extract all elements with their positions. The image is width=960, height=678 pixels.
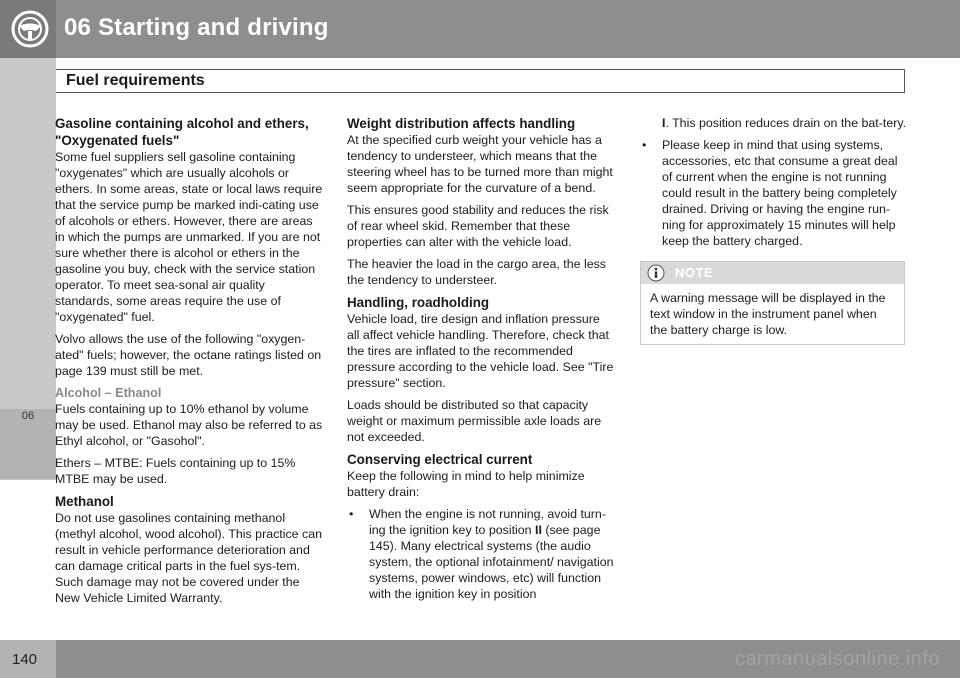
bullet-icon: • [642, 138, 647, 152]
column-3 [640, 115, 908, 345]
note-text: A warning message will be displayed in the text window in the instrument panel when the battery charge is low. [650, 291, 886, 337]
bullet-text: . This position reduces drain on the bat-tery. [665, 116, 907, 130]
bullet-list [640, 137, 908, 249]
paragraph: Loads should be distributed so that capacity weight or maximum permissible axle loads are not exceeded. [347, 398, 602, 444]
paragraph: The heavier the load in the cargo area, the less the tendency to understeer. [347, 257, 606, 287]
section-title: Fuel requirements [66, 72, 205, 89]
steering-wheel-icon [10, 9, 50, 49]
bullet-text: When the engine is not running, avoid turn-ing the ignition key to position [369, 507, 606, 537]
note-header [641, 262, 904, 284]
heading-conserving-current: Conserving electrical current [347, 452, 533, 467]
bullet-text: Please keep in mind that using systems, accessories, etc that consume a great deal of current when the engine is not running could result in the battery being completely drained. Driving or having the engine run-ning for approximately 15 minutes will help keep the battery charged. [662, 138, 898, 248]
paragraph: Keep the following in mind to help minimize battery drain: [347, 469, 585, 499]
heading-handling-roadholding: Handling, roadholding [347, 295, 490, 310]
paragraph: Volvo allows the use of the following "oxygen-ated" fuels; however, the octane ratings listed on page 139 must still be met. [55, 332, 322, 378]
heading-oxygenated-fuels: Gasoline containing alcohol and ethers, "Oxygenated fuels" [55, 116, 309, 148]
watermark: carmanualsonline.info [734, 648, 940, 670]
column-1 [55, 115, 323, 612]
bullet-text: (see page 145). Many electrical systems (the audio system, the optional infotainment/ navigation systems, power windows, etc) will function with the ignition key in position [369, 523, 614, 601]
note-label: NOTE [675, 265, 714, 280]
subheading-alcohol-ethanol: Alcohol – Ethanol [55, 386, 162, 400]
paragraph: Some fuel suppliers sell gasoline containing "oxygenates" which are usually alcohols or ethers. In some areas, state or local laws require that the service pump be marked indi-cating use of alcohols or ethers. However, there are areas in which the pumps are unmarked. If you are not sure whether there is alcohol or ethers in the gasoline you buy, check with the service station operator. To meet sea-sonal air quality standards, some areas require the use of "oxygenated" fuel. [55, 150, 323, 324]
ignition-position-II: II [535, 523, 542, 537]
bullet-list [347, 506, 615, 602]
note-box [640, 261, 905, 345]
paragraph: This ensures good stability and reduces the risk of rear wheel skid. Remember that these properties can alter with the vehicle load. [347, 203, 609, 249]
paragraph: Do not use gasolines containing methanol (methyl alcohol, wood alcohol). This practice can result in vehicle performance deterioration and can damage critical parts in the fuel sys-tem. Such damage may not be covered under the New Vehicle Limited Warranty. [55, 511, 322, 605]
chapter-title: 06 Starting and driving [64, 14, 329, 41]
section-title-bar [55, 69, 905, 93]
page-number: 140 [12, 651, 38, 668]
bullet-icon: • [349, 507, 354, 521]
paragraph: Vehicle load, tire design and inflation pressure all affect vehicle handling. Therefore, check that the tires are inflated to the recommended pressure according to the vehicle load. See "Tire pressure" section. [347, 312, 614, 390]
list-item [640, 137, 908, 249]
list-item [347, 506, 615, 602]
paragraph: Ethers – MTBE: Fuels containing up to 15% MTBE may be used. [55, 456, 296, 486]
column-2 [347, 115, 615, 608]
heading-methanol: Methanol [55, 494, 114, 509]
bullet-continuation [640, 115, 908, 131]
paragraph: Fuels containing up to 10% ethanol by volume may be used. Ethanol may also be referred to as Ethyl alcohol, or "Gasohol". [55, 402, 323, 448]
chapter-side-tab-label: 06 [21, 410, 35, 422]
paragraph: At the specified curb weight your vehicle has a tendency to understeer, which means that the steering wheel has to be turned more than might seem appropriate for the curvature of a bend. [347, 133, 613, 195]
info-icon [647, 264, 665, 282]
heading-weight-distribution: Weight distribution affects handling [347, 116, 576, 131]
ignition-position-I: I [662, 116, 666, 130]
